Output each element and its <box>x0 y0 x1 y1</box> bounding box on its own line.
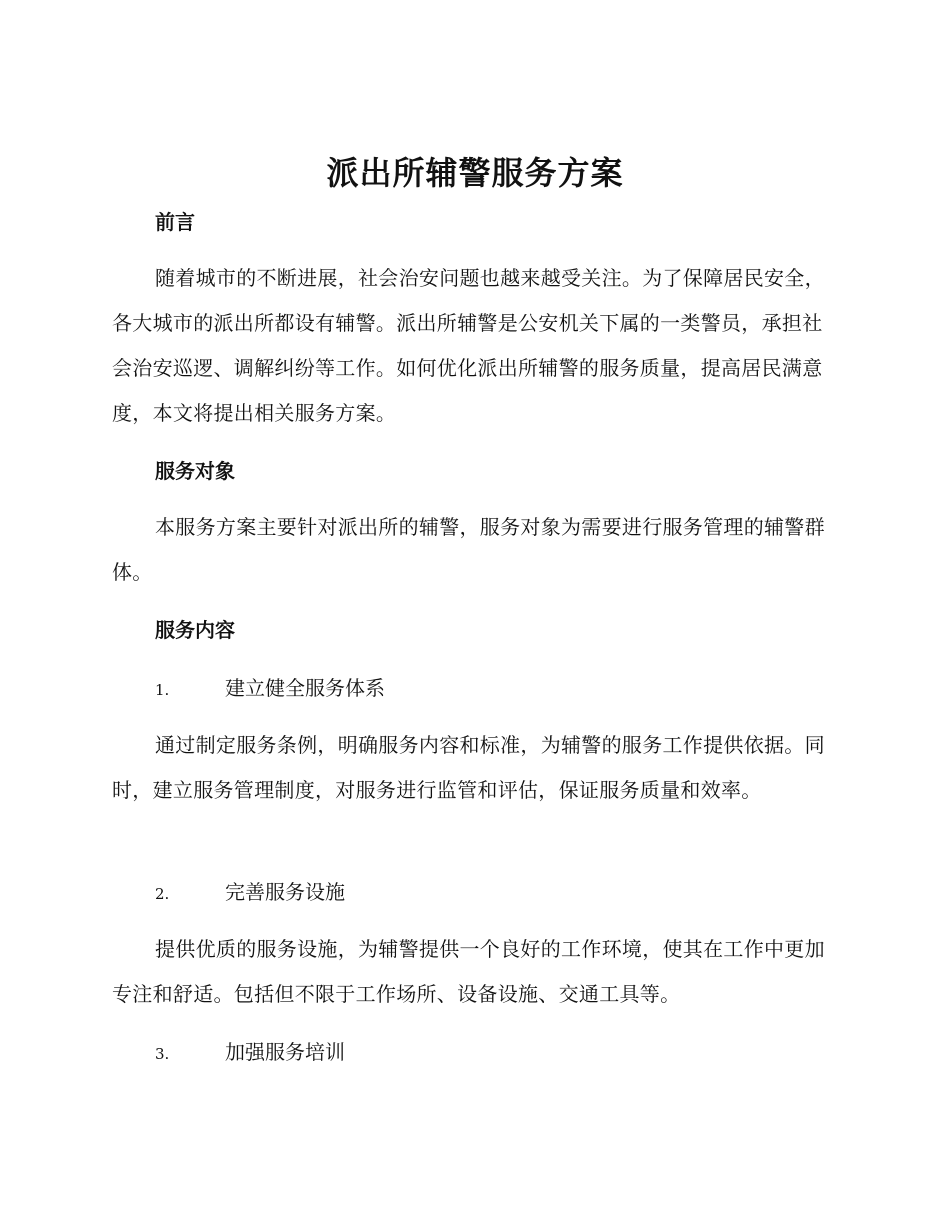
list-item-2 <box>155 877 345 909</box>
list-item-number: 2. <box>155 885 170 903</box>
section-paragraph-preface: 随着城市的不断进展，社会治安问题也越来越受关注。为了保障居民安全，各大城市的派出所都设有辅警。派出所辅警是公安机关下属的一类警员，承担社会治安巡逻、调解纠纷等工作。如何优化派出所辅警的服务质量，提高居民满意度，本文将提出相关服务方案。 <box>112 266 825 425</box>
section-paragraph-service-target: 本服务方案主要针对派出所的辅警，服务对象为需要进行服务管理的辅警群体。 <box>112 515 825 584</box>
list-item-number: 3. <box>155 1045 170 1063</box>
document-title: 派出所辅警服务方案 <box>326 154 624 192</box>
list-item-1-paragraph: 通过制定服务条例，明确服务内容和标准，为辅警的服务工作提供依据。同时，建立服务管理制度，对服务进行监管和评估，保证服务质量和效率。 <box>112 733 825 802</box>
list-item-label: 加强服务培训 <box>225 1040 345 1064</box>
list-item-2-paragraph: 提供优质的服务设施，为辅警提供一个良好的工作环境，使其在工作中更加专注和舒适。包括但不限于工作场所、设备设施、交通工具等。 <box>112 937 825 1006</box>
list-item-label: 建立健全服务体系 <box>225 676 385 700</box>
section-heading-service-target: 服务对象 <box>155 459 235 483</box>
list-item-3 <box>155 1037 345 1069</box>
section-heading-service-content: 服务内容 <box>155 618 235 642</box>
section-heading-preface: 前言 <box>155 210 195 234</box>
list-item-number: 1. <box>155 681 170 699</box>
list-item-1 <box>155 673 385 705</box>
list-item-label: 完善服务设施 <box>225 880 345 904</box>
